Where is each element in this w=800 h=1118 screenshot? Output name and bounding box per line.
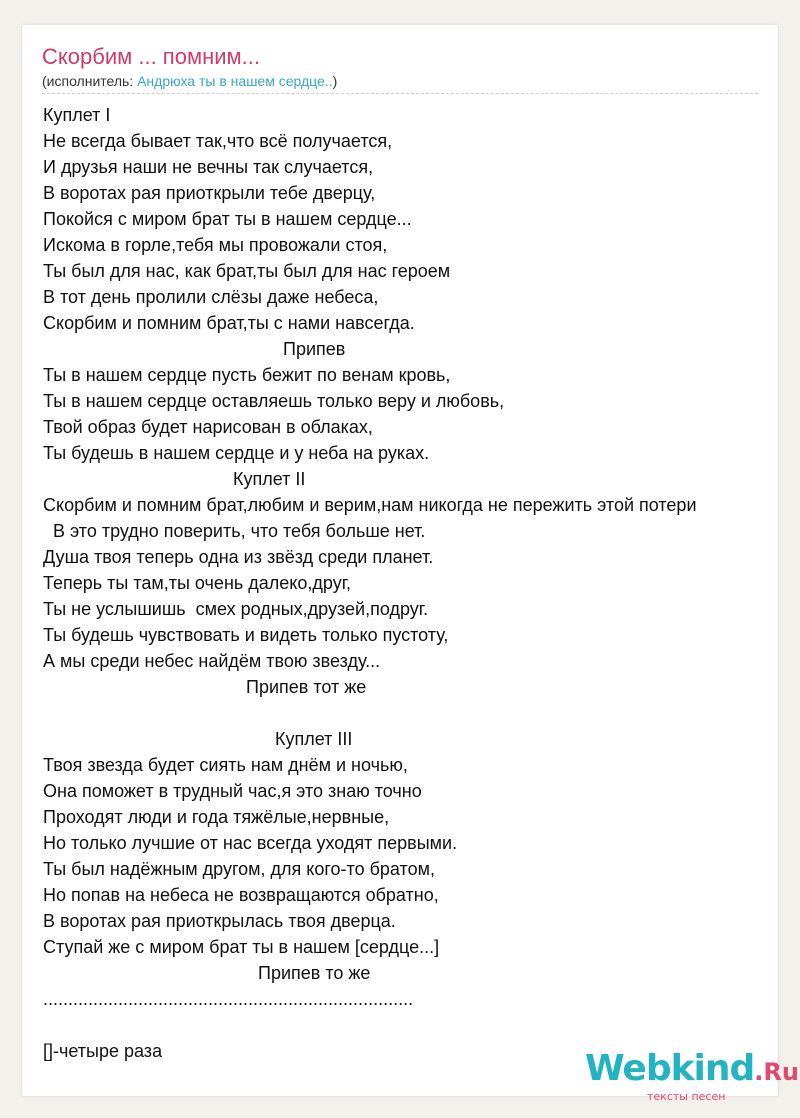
lyric-line: Ты будешь в нашем сердце и у неба на руках. (43, 443, 430, 463)
lyric-line: .......................................................................... (43, 989, 414, 1009)
lyric-line: Она поможет в трудный час,я это знаю точно (43, 781, 422, 801)
lyric-line: Искома в горле,тебя мы провожали стоя, (43, 235, 388, 255)
lyric-line: Куплет II (233, 469, 306, 489)
lyric-line: Душа твоя теперь одна из звёзд среди планет. (43, 547, 434, 567)
lyric-line: В воротах рая приоткрылась твоя дверца. (43, 911, 396, 931)
lyric-line: Скорбим и помним брат,любим и верим,нам никогда не пережить этой потери (43, 495, 697, 515)
performer-prefix: (исполнитель: (42, 73, 138, 89)
lyric-line: Проходят люди и года тяжёлые,нервные, (43, 807, 390, 827)
lyric-line: Скорбим и помним брат,ты с нами навсегда. (43, 313, 415, 333)
lyric-line: Куплет I (43, 105, 111, 125)
lyric-line: Но только лучшие от нас всегда уходят первыми. (43, 833, 458, 853)
site-logo[interactable] (585, 1048, 799, 1103)
lyric-line: Припев то же (258, 963, 371, 983)
lyric-line: И друзья наши не вечны так случается, (43, 157, 374, 177)
lyric-line: Не всегда бывает так,что всё получается, (43, 131, 393, 151)
lyric-line: Ты не услышишь смех родных,друзей,подруг. (43, 599, 429, 619)
lyric-line: Но попав на небеса не возвращаются обратно, (43, 885, 439, 905)
logo-main: Webkind (585, 1048, 755, 1089)
logo-tld: .Ru (754, 1058, 799, 1086)
lyric-line: В воротах рая приоткрыли тебе дверцу, (43, 183, 376, 203)
lyrics-body (43, 102, 783, 1064)
lyric-line: Ты был для нас, как брат,ты был для нас героем (43, 261, 451, 281)
lyric-line (43, 700, 783, 726)
lyric-line: Припев (283, 339, 346, 359)
lyric-line: В это трудно поверить, что тебя больше нет. (43, 521, 426, 541)
lyric-line: Твоя звезда будет сиять нам днём и ночью, (43, 755, 408, 775)
performer-link[interactable]: Андрюха ты в нашем сердце.. (137, 73, 333, 89)
lyric-line: Припев тот же (246, 677, 367, 697)
song-title: Скорбим ... помним... (42, 44, 260, 69)
lyric-line: Теперь ты там,ты очень далеко,друг, (43, 573, 352, 593)
lyric-line: А мы среди небес найдём твою звезду... (43, 651, 381, 671)
lyric-line: Ты был надёжным другом, для кого-то братом, (43, 859, 435, 879)
lyric-line: Ты будешь чувствовать и видеть только пустоту, (43, 625, 449, 645)
lyric-line: Ступай же с миром брат ты в нашем [сердце...] (43, 937, 440, 957)
lyric-line: Куплет III (275, 729, 353, 749)
lyric-line: В тот день пролили слёзы даже небеса, (43, 287, 379, 307)
header-divider (42, 93, 758, 94)
performer-suffix: ) (332, 73, 338, 89)
performer-line (42, 73, 337, 89)
lyric-line: []-четыре раза (43, 1041, 163, 1061)
lyric-line: Твой образ будет нарисован в облаках, (43, 417, 373, 437)
lyric-line (43, 1012, 783, 1038)
lyric-line: Покойся с миром брат ты в нашем сердце... (43, 209, 412, 229)
lyric-line: Ты в нашем сердце оставляешь только веру и любовь, (43, 391, 505, 411)
logo-tagline: тексты песен (647, 1090, 726, 1103)
lyric-line: Ты в нашем сердце пусть бежит по венам кровь, (43, 365, 451, 385)
